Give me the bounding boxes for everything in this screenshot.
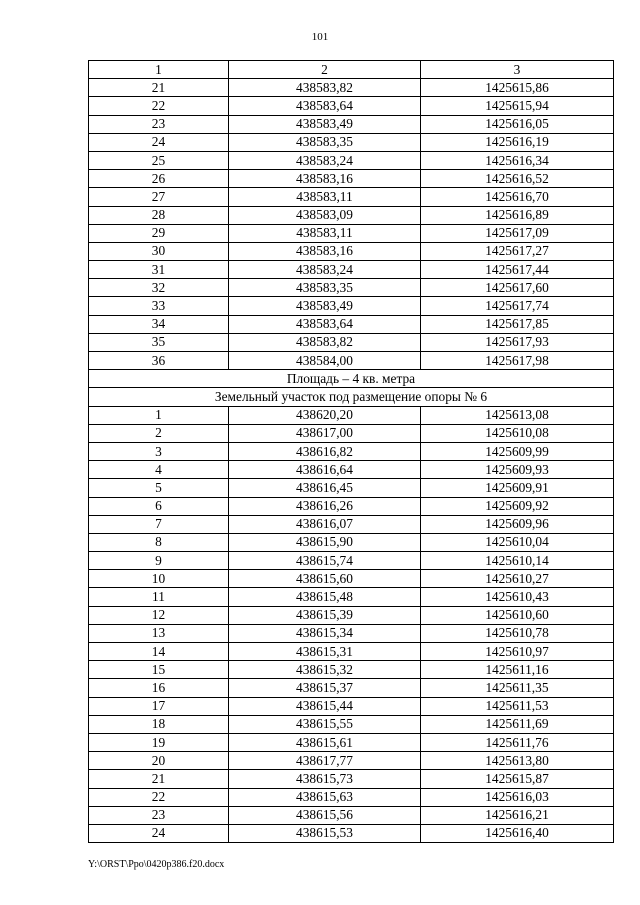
x-coordinate-cell: 438615,56 bbox=[229, 806, 421, 824]
x-coordinate-cell: 438583,49 bbox=[229, 297, 421, 315]
x-coordinate-cell: 438615,61 bbox=[229, 733, 421, 751]
point-number-cell: 6 bbox=[89, 497, 229, 515]
page-number: 101 bbox=[311, 31, 329, 43]
table-row bbox=[89, 715, 614, 733]
x-coordinate-cell: 438583,82 bbox=[229, 79, 421, 97]
table-row bbox=[89, 133, 614, 151]
point-number-cell: 21 bbox=[89, 770, 229, 788]
y-coordinate-cell: 1425616,05 bbox=[421, 115, 614, 133]
x-coordinate-cell: 438615,39 bbox=[229, 606, 421, 624]
table-row bbox=[89, 588, 614, 606]
point-number-cell: 13 bbox=[89, 624, 229, 642]
table-row bbox=[89, 79, 614, 97]
table-row bbox=[89, 788, 614, 806]
table-row bbox=[89, 224, 614, 242]
section-label-row bbox=[89, 388, 614, 406]
table-row bbox=[89, 770, 614, 788]
y-coordinate-cell: 1425613,08 bbox=[421, 406, 614, 424]
table-row bbox=[89, 824, 614, 842]
header-cell-point: 1 bbox=[89, 61, 229, 79]
table-row bbox=[89, 333, 614, 351]
coordinates-table bbox=[88, 60, 614, 843]
table-row bbox=[89, 679, 614, 697]
x-coordinate-cell: 438583,09 bbox=[229, 206, 421, 224]
y-coordinate-cell: 1425615,87 bbox=[421, 770, 614, 788]
y-coordinate-cell: 1425610,08 bbox=[421, 424, 614, 442]
y-coordinate-cell: 1425616,21 bbox=[421, 806, 614, 824]
y-coordinate-cell: 1425611,53 bbox=[421, 697, 614, 715]
x-coordinate-cell: 438615,34 bbox=[229, 624, 421, 642]
table-row bbox=[89, 442, 614, 460]
table-row bbox=[89, 406, 614, 424]
x-coordinate-cell: 438615,44 bbox=[229, 697, 421, 715]
point-number-cell: 3 bbox=[89, 442, 229, 460]
y-coordinate-cell: 1425609,91 bbox=[421, 479, 614, 497]
y-coordinate-cell: 1425616,19 bbox=[421, 133, 614, 151]
table-row bbox=[89, 352, 614, 370]
x-coordinate-cell: 438615,73 bbox=[229, 770, 421, 788]
y-coordinate-cell: 1425617,09 bbox=[421, 224, 614, 242]
y-coordinate-cell: 1425609,99 bbox=[421, 442, 614, 460]
y-coordinate-cell: 1425616,89 bbox=[421, 206, 614, 224]
point-number-cell: 36 bbox=[89, 352, 229, 370]
table-row bbox=[89, 188, 614, 206]
point-number-cell: 26 bbox=[89, 170, 229, 188]
y-coordinate-cell: 1425609,96 bbox=[421, 515, 614, 533]
y-coordinate-cell: 1425613,80 bbox=[421, 752, 614, 770]
table-row bbox=[89, 279, 614, 297]
y-coordinate-cell: 1425609,92 bbox=[421, 497, 614, 515]
point-number-cell: 27 bbox=[89, 188, 229, 206]
y-coordinate-cell: 1425617,44 bbox=[421, 261, 614, 279]
point-number-cell: 30 bbox=[89, 242, 229, 260]
point-number-cell: 10 bbox=[89, 570, 229, 588]
point-number-cell: 8 bbox=[89, 533, 229, 551]
table-row bbox=[89, 552, 614, 570]
x-coordinate-cell: 438620,20 bbox=[229, 406, 421, 424]
x-coordinate-cell: 438583,49 bbox=[229, 115, 421, 133]
table-row bbox=[89, 242, 614, 260]
table-row bbox=[89, 752, 614, 770]
x-coordinate-cell: 438615,48 bbox=[229, 588, 421, 606]
y-coordinate-cell: 1425616,52 bbox=[421, 170, 614, 188]
y-coordinate-cell: 1425617,27 bbox=[421, 242, 614, 260]
header-cell-y: 3 bbox=[421, 61, 614, 79]
y-coordinate-cell: 1425610,04 bbox=[421, 533, 614, 551]
y-coordinate-cell: 1425610,97 bbox=[421, 643, 614, 661]
table-row bbox=[89, 533, 614, 551]
y-coordinate-cell: 1425616,70 bbox=[421, 188, 614, 206]
x-coordinate-cell: 438616,82 bbox=[229, 442, 421, 460]
y-coordinate-cell: 1425616,03 bbox=[421, 788, 614, 806]
y-coordinate-cell: 1425616,40 bbox=[421, 824, 614, 842]
x-coordinate-cell: 438583,64 bbox=[229, 97, 421, 115]
point-number-cell: 23 bbox=[89, 806, 229, 824]
point-number-cell: 35 bbox=[89, 333, 229, 351]
x-coordinate-cell: 438583,16 bbox=[229, 242, 421, 260]
x-coordinate-cell: 438583,24 bbox=[229, 261, 421, 279]
table-row bbox=[89, 515, 614, 533]
table-row bbox=[89, 624, 614, 642]
point-number-cell: 34 bbox=[89, 315, 229, 333]
y-coordinate-cell: 1425617,98 bbox=[421, 352, 614, 370]
table-row bbox=[89, 97, 614, 115]
area-label-row bbox=[89, 370, 614, 388]
table-row bbox=[89, 115, 614, 133]
y-coordinate-cell: 1425610,43 bbox=[421, 588, 614, 606]
point-number-cell: 4 bbox=[89, 461, 229, 479]
y-coordinate-cell: 1425616,34 bbox=[421, 151, 614, 169]
x-coordinate-cell: 438583,35 bbox=[229, 133, 421, 151]
point-number-cell: 29 bbox=[89, 224, 229, 242]
y-coordinate-cell: 1425617,93 bbox=[421, 333, 614, 351]
point-number-cell: 15 bbox=[89, 661, 229, 679]
point-number-cell: 23 bbox=[89, 115, 229, 133]
point-number-cell: 22 bbox=[89, 788, 229, 806]
table-row bbox=[89, 424, 614, 442]
area-label: Площадь – 4 кв. метра bbox=[89, 370, 614, 388]
point-number-cell: 2 bbox=[89, 424, 229, 442]
point-number-cell: 16 bbox=[89, 679, 229, 697]
x-coordinate-cell: 438584,00 bbox=[229, 352, 421, 370]
x-coordinate-cell: 438583,24 bbox=[229, 151, 421, 169]
table-row bbox=[89, 570, 614, 588]
y-coordinate-cell: 1425611,76 bbox=[421, 733, 614, 751]
x-coordinate-cell: 438615,60 bbox=[229, 570, 421, 588]
x-coordinate-cell: 438615,90 bbox=[229, 533, 421, 551]
x-coordinate-cell: 438616,64 bbox=[229, 461, 421, 479]
table-row bbox=[89, 697, 614, 715]
y-coordinate-cell: 1425610,60 bbox=[421, 606, 614, 624]
point-number-cell: 17 bbox=[89, 697, 229, 715]
x-coordinate-cell: 438617,77 bbox=[229, 752, 421, 770]
y-coordinate-cell: 1425611,35 bbox=[421, 679, 614, 697]
y-coordinate-cell: 1425615,94 bbox=[421, 97, 614, 115]
table-row bbox=[89, 261, 614, 279]
table-row bbox=[89, 497, 614, 515]
y-coordinate-cell: 1425611,16 bbox=[421, 661, 614, 679]
table-row bbox=[89, 606, 614, 624]
x-coordinate-cell: 438615,37 bbox=[229, 679, 421, 697]
point-number-cell: 25 bbox=[89, 151, 229, 169]
x-coordinate-cell: 438583,11 bbox=[229, 224, 421, 242]
x-coordinate-cell: 438616,45 bbox=[229, 479, 421, 497]
y-coordinate-cell: 1425610,78 bbox=[421, 624, 614, 642]
y-coordinate-cell: 1425611,69 bbox=[421, 715, 614, 733]
table-row bbox=[89, 206, 614, 224]
point-number-cell: 18 bbox=[89, 715, 229, 733]
table-row bbox=[89, 806, 614, 824]
point-number-cell: 9 bbox=[89, 552, 229, 570]
point-number-cell: 32 bbox=[89, 279, 229, 297]
table-row bbox=[89, 461, 614, 479]
point-number-cell: 31 bbox=[89, 261, 229, 279]
header-row bbox=[89, 61, 614, 79]
x-coordinate-cell: 438583,64 bbox=[229, 315, 421, 333]
x-coordinate-cell: 438583,82 bbox=[229, 333, 421, 351]
point-number-cell: 19 bbox=[89, 733, 229, 751]
x-coordinate-cell: 438583,16 bbox=[229, 170, 421, 188]
x-coordinate-cell: 438615,53 bbox=[229, 824, 421, 842]
point-number-cell: 24 bbox=[89, 133, 229, 151]
x-coordinate-cell: 438615,31 bbox=[229, 643, 421, 661]
point-number-cell: 7 bbox=[89, 515, 229, 533]
point-number-cell: 11 bbox=[89, 588, 229, 606]
point-number-cell: 22 bbox=[89, 97, 229, 115]
point-number-cell: 20 bbox=[89, 752, 229, 770]
x-coordinate-cell: 438583,11 bbox=[229, 188, 421, 206]
section-label: Земельный участок под размещение опоры № 6 bbox=[89, 388, 614, 406]
header-cell-x: 2 bbox=[229, 61, 421, 79]
table-row bbox=[89, 733, 614, 751]
point-number-cell: 12 bbox=[89, 606, 229, 624]
table-row bbox=[89, 479, 614, 497]
table-row bbox=[89, 151, 614, 169]
x-coordinate-cell: 438616,26 bbox=[229, 497, 421, 515]
point-number-cell: 14 bbox=[89, 643, 229, 661]
y-coordinate-cell: 1425617,85 bbox=[421, 315, 614, 333]
table-row bbox=[89, 661, 614, 679]
point-number-cell: 33 bbox=[89, 297, 229, 315]
y-coordinate-cell: 1425617,60 bbox=[421, 279, 614, 297]
point-number-cell: 5 bbox=[89, 479, 229, 497]
x-coordinate-cell: 438615,63 bbox=[229, 788, 421, 806]
table-row bbox=[89, 643, 614, 661]
point-number-cell: 21 bbox=[89, 79, 229, 97]
y-coordinate-cell: 1425615,86 bbox=[421, 79, 614, 97]
x-coordinate-cell: 438615,74 bbox=[229, 552, 421, 570]
point-number-cell: 1 bbox=[89, 406, 229, 424]
y-coordinate-cell: 1425617,74 bbox=[421, 297, 614, 315]
y-coordinate-cell: 1425610,27 bbox=[421, 570, 614, 588]
table-row bbox=[89, 315, 614, 333]
x-coordinate-cell: 438583,35 bbox=[229, 279, 421, 297]
x-coordinate-cell: 438615,55 bbox=[229, 715, 421, 733]
x-coordinate-cell: 438617,00 bbox=[229, 424, 421, 442]
table-row bbox=[89, 297, 614, 315]
y-coordinate-cell: 1425609,93 bbox=[421, 461, 614, 479]
table-row bbox=[89, 170, 614, 188]
x-coordinate-cell: 438615,32 bbox=[229, 661, 421, 679]
x-coordinate-cell: 438616,07 bbox=[229, 515, 421, 533]
point-number-cell: 24 bbox=[89, 824, 229, 842]
document-file-path: Y:\ORST\Ppo\0420p386.f20.docx bbox=[88, 859, 225, 870]
y-coordinate-cell: 1425610,14 bbox=[421, 552, 614, 570]
point-number-cell: 28 bbox=[89, 206, 229, 224]
